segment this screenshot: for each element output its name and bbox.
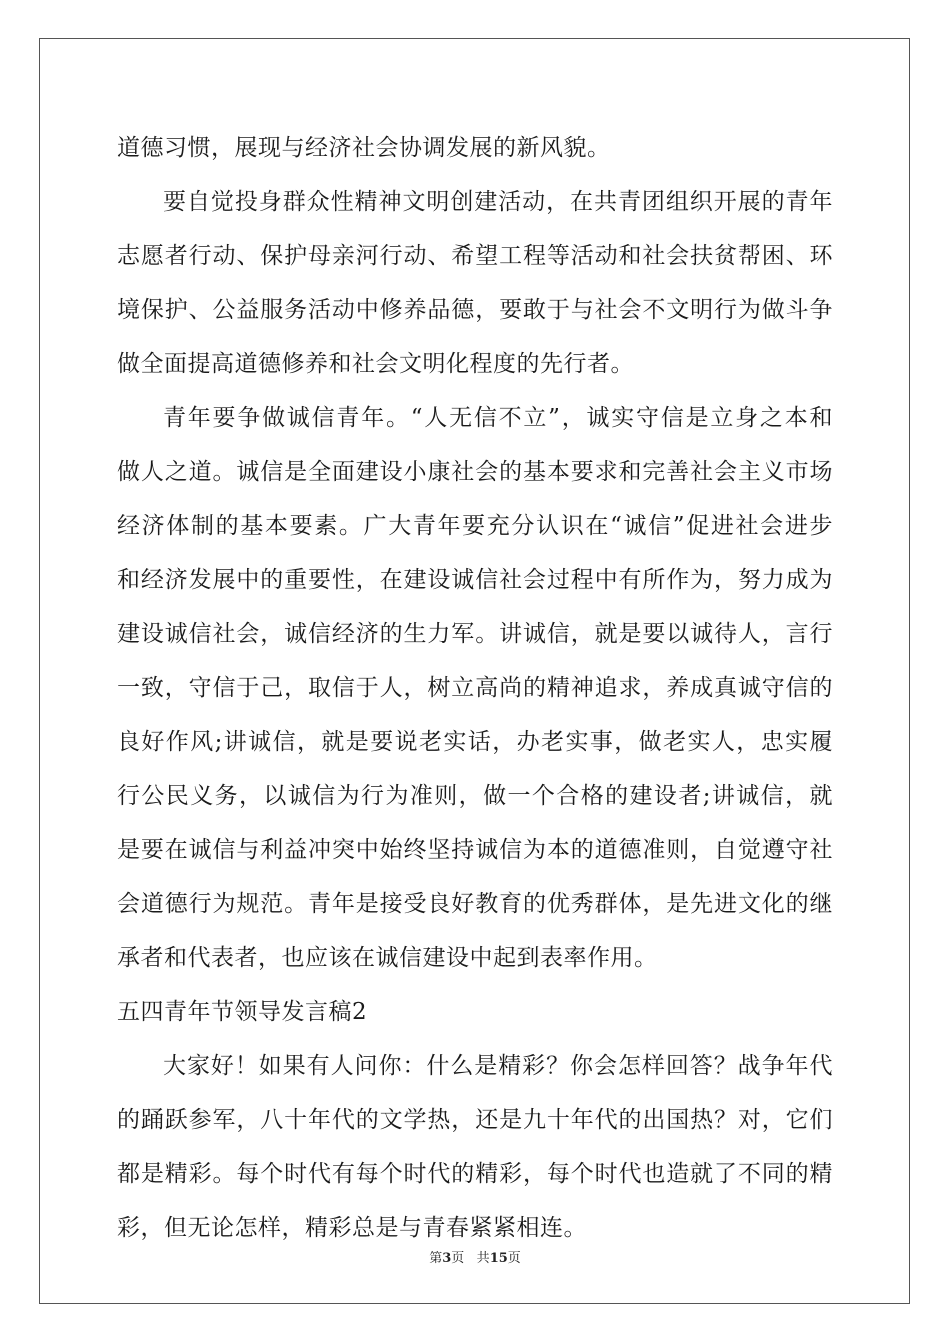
text-line: 都是精彩。每个时代有每个时代的精彩，每个时代也造就了不同的精 [117,1161,833,1187]
text-line: 道德习惯，展现与经济社会协调发展的新风貌。 [117,135,611,161]
text-line: 的踊跃参军，八十年代的文学热，还是九十年代的出国热？对，它们 [117,1107,833,1133]
total-pages-number: 15 [489,1251,508,1266]
text-line: 青年要争做诚信青年。“人无信不立”，诚实守信是立身之本和 [163,405,833,431]
text-line: 做全面提高道德修养和社会文明化程度的先行者。 [117,351,634,377]
page-label-prefix: 第 [429,1251,443,1266]
paragraph [117,175,833,391]
current-page-number: 3 [442,1251,452,1266]
text-line: 承者和代表者，也应该在诚信建设中起到表率作用。 [117,945,658,971]
text-line: 行公民义务，以诚信为行为准则，做一个合格的建设者;讲诚信，就 [117,783,833,809]
text-line: 大家好！如果有人问你：什么是精彩？你会怎样回答？战争年代 [163,1053,833,1079]
text-line: 和经济发展中的重要性，在建设诚信社会过程中有所作为，努力成为 [117,567,833,593]
text-line: 一致，守信于己，取信于人，树立高尚的精神追求，养成真诚守信的 [117,675,833,701]
page-label-suffix: 页 [451,1251,465,1266]
total-label-prefix: 共 [476,1251,490,1266]
text-line: 彩，但无论怎样，精彩总是与青春紧紧相连。 [117,1215,587,1241]
text-line: 做人之道。诚信是全面建设小康社会的基本要求和完善社会主义市场 [117,459,833,485]
text-line: 会道德行为规范。青年是接受良好教育的优秀群体，是先进文化的继 [117,891,833,917]
text-line: 经济体制的基本要素。广大青年要充分认识在“诚信”促进社会进步 [117,513,833,539]
text-line: 境保护、公益服务活动中修养品德，要敢于与社会不文明行为做斗争 [117,297,833,323]
paragraph [117,391,833,985]
text-line: 是要在诚信与利益冲突中始终坚持诚信为本的道德准则，自觉遵守社 [117,837,833,863]
paragraph [117,121,833,175]
text-line: 要自觉投身群众性精神文明创建活动，在共青团组织开展的青年 [163,189,833,215]
text-line: 建设诚信社会，诚信经济的生力军。讲诚信，就是要以诚待人，言行 [117,621,833,647]
text-line: 良好作风;讲诚信，就是要说老实话，办老实事，做老实人，忠实履 [117,729,833,755]
total-label-suffix: 页 [507,1251,521,1266]
section-heading: 五四青年节领导发言稿2 [117,999,368,1025]
document-body [117,121,833,1255]
page-footer [0,1247,950,1266]
paragraph [117,1039,833,1255]
text-line: 志愿者行动、保护母亲河行动、希望工程等活动和社会扶贫帮困、环 [117,243,833,269]
